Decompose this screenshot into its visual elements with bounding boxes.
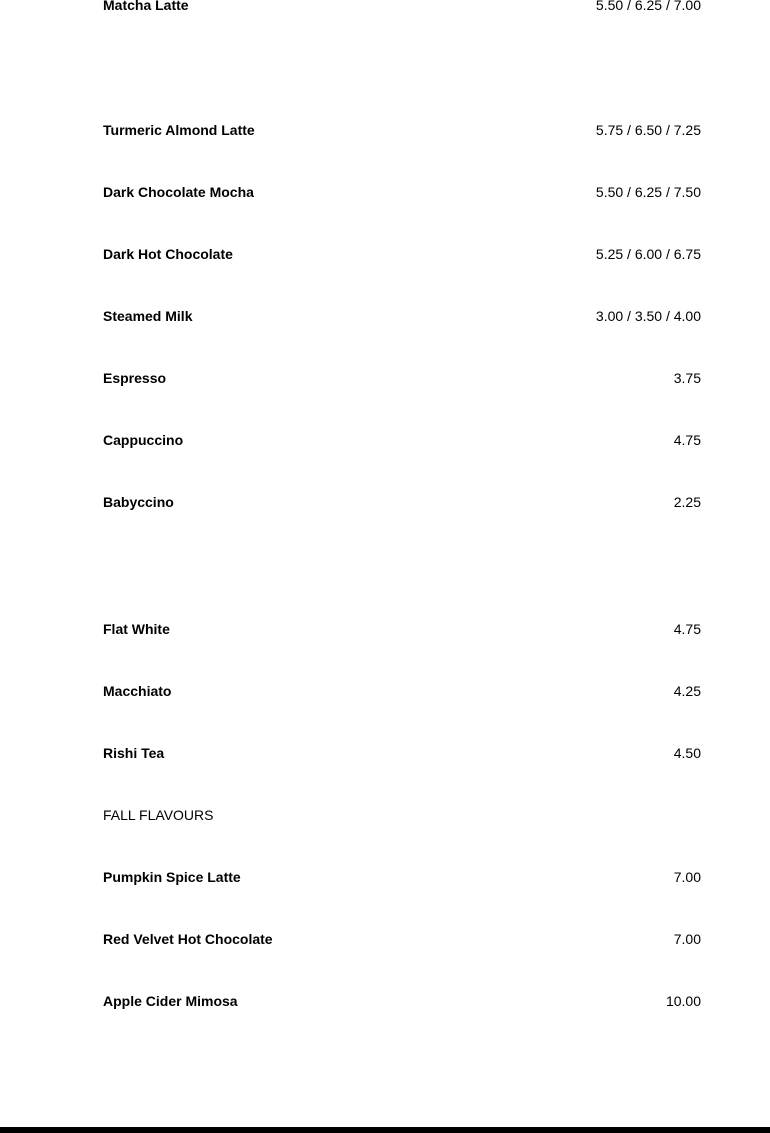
menu-item: [103, 492, 701, 512]
item-name: Cappuccino: [103, 432, 184, 448]
section-heading-fall-flavours: [103, 805, 701, 825]
item-name: Macchiato: [103, 683, 172, 699]
menu-item: [103, 244, 701, 264]
menu-item: [103, 681, 701, 701]
menu-item: [103, 743, 701, 763]
item-price: 5.50 / 6.25 / 7.00: [595, 0, 701, 13]
item-name: Steamed Milk: [103, 308, 193, 324]
item-price: 3.00 / 3.50 / 4.00: [595, 308, 701, 324]
item-price: 5.25 / 6.00 / 6.75: [595, 246, 701, 262]
menu-item: [103, 306, 701, 326]
item-name: Matcha Latte: [103, 0, 189, 13]
item-name: Turmeric Almond Latte: [103, 122, 255, 138]
item-price: 2.25: [673, 494, 701, 510]
item-price: 7.00: [673, 931, 701, 947]
item-name: Rishi Tea: [103, 745, 165, 761]
item-price: 7.00: [673, 869, 701, 885]
section-label: FALL FLAVOURS: [103, 807, 214, 823]
menu-item: [103, 867, 701, 887]
item-name: Red Velvet Hot Chocolate: [103, 931, 273, 947]
item-price: 3.75: [673, 370, 701, 386]
menu-item: [103, 368, 701, 388]
item-price: 10.00: [665, 993, 701, 1009]
item-name: Dark Hot Chocolate: [103, 246, 233, 262]
footer-bar: [0, 1127, 770, 1133]
item-price: 4.75: [673, 432, 701, 448]
menu-item: [103, 430, 701, 450]
menu-item: [103, 182, 701, 202]
menu-item: [103, 991, 701, 1011]
item-price: 4.50: [673, 745, 701, 761]
item-price: 4.25: [673, 683, 701, 699]
menu-item: [103, 619, 701, 639]
menu-item: [103, 929, 701, 949]
item-name: Pumpkin Spice Latte: [103, 869, 241, 885]
item-name: Apple Cider Mimosa: [103, 993, 238, 1009]
item-price: 5.75 / 6.50 / 7.25: [595, 122, 701, 138]
menu-item: [103, 0, 701, 15]
item-name: Babyccino: [103, 494, 174, 510]
item-price: 5.50 / 6.25 / 7.50: [595, 184, 701, 200]
item-price: 4.75: [673, 621, 701, 637]
item-name: Dark Chocolate Mocha: [103, 184, 254, 200]
item-name: Espresso: [103, 370, 167, 386]
menu-item: [103, 120, 701, 140]
item-name: Flat White: [103, 621, 170, 637]
